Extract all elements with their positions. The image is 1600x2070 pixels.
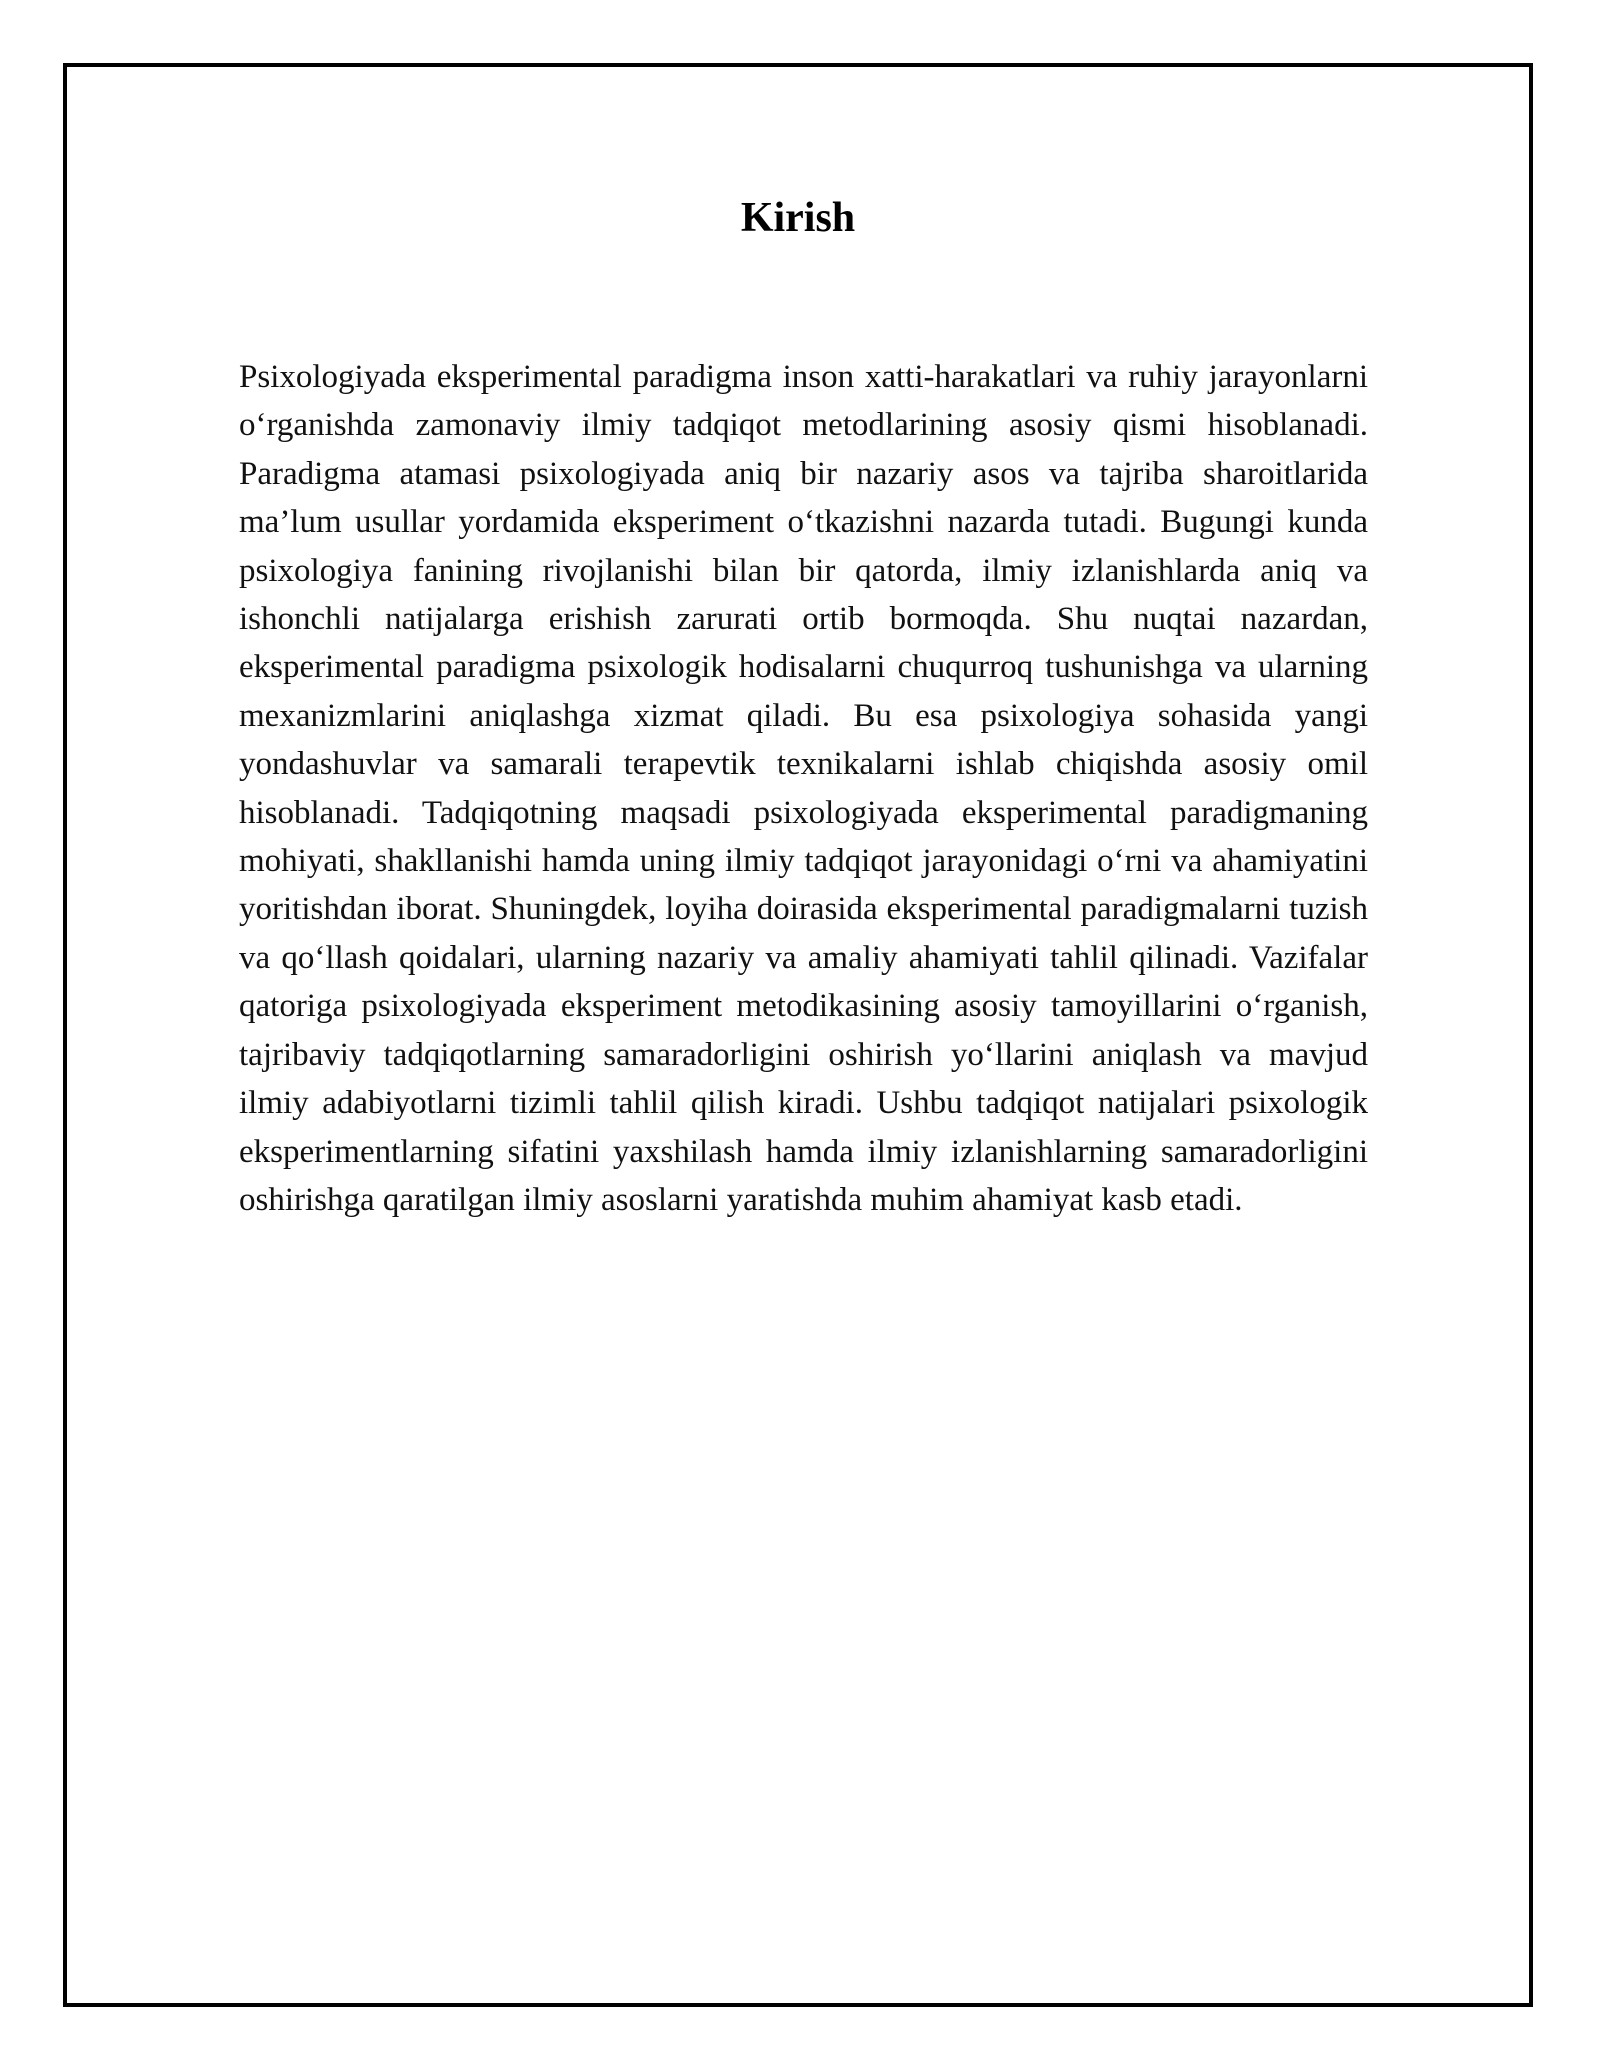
page-frame	[63, 63, 1533, 2007]
body-paragraph: Psixologiyada eksperimental paradigma inson xatti-harakatlari va ruhiy jarayonlarni o‘rganishda zamonaviy ilmiy tadqiqot metodlarining asosiy qismi hisoblanadi. Paradigma atamasi psixologiyada aniq bir nazariy asos va tajriba sharoitlarida ma’lum usullar yordamida eksperiment o‘tkazishni nazarda tutadi. Bugungi kunda psixologiya fanining rivojlanishi bilan bir qatorda, ilmiy izlanishlarda aniq va ishonchli natijalarga erishish zarurati ortib bormoqda. Shu nuqtai nazardan, eksperimental paradigma psixologik hodisalarni chuqurroq tushunishga va ularning mexanizmlarini aniqlashga xizmat qiladi. Bu esa psixologiya sohasida yangi yondashuvlar va samarali terapevtik texnikalarni ishlab chiqishda asosiy omil hisoblanadi. Tadqiqotning maqsadi psixologiyada eksperimental paradigmaning mohiyati, shakllanishi hamda uning ilmiy tadqiqot jarayonidagi o‘rni va ahamiyatini yoritishdan iborat. Shuningdek, loyiha doirasida eksperimental paradigmalarni tuzish va qo‘llash qoidalari, ularning nazariy va amaliy ahamiyati tahlil qilinadi. Vazifalar qatoriga psixologiyada eksperiment metodikasining asosiy tamoyillarini o‘rganish, tajribaviy tadqiqotlarning samaradorligini oshirish yo‘llarini aniqlash va mavjud ilmiy adabiyotlarni tizimli tahlil qilish kiradi. Ushbu tadqiqot natijalari psixologik eksperimentlarning sifatini yaxshilash hamda ilmiy izlanishlarning samaradorligini oshirishga qaratilgan ilmiy asoslarni yaratishda muhim ahamiyat kasb etadi.	[239, 359, 1368, 1218]
page-title: Kirish	[740, 195, 856, 241]
